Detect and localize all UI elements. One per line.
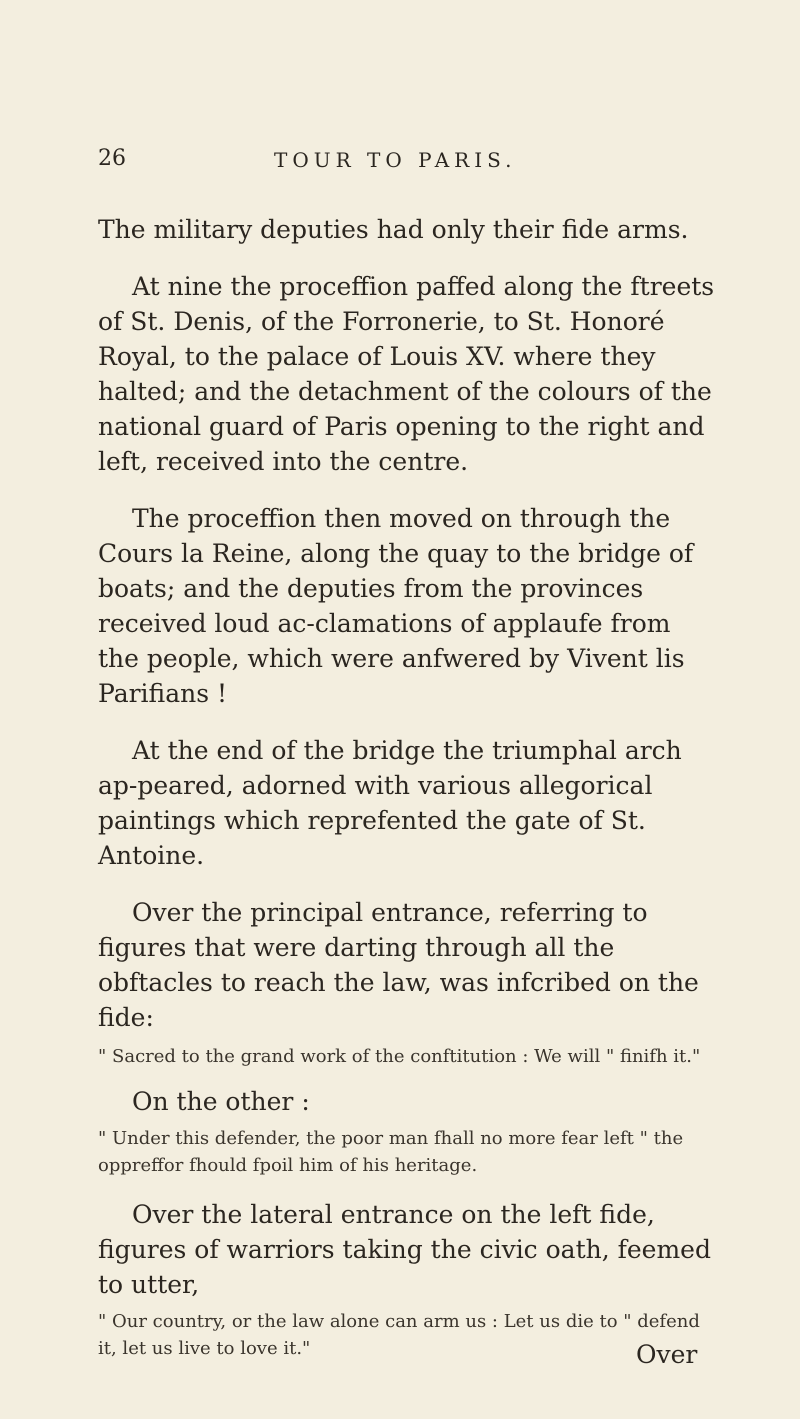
catchword: Over bbox=[636, 1340, 698, 1369]
paragraph: The proceffion then moved on through the Cours la Reine, along the quay to the bridge of boats; and the deputies from the provinces received loud ac-clamations of applaufe from the people, which were anfwered by Vivent lis Parifians ! bbox=[98, 504, 694, 708]
paragraph: At nine the proceffion paffed along the ftreets of St. Denis, of the Forronerie, to St. Honoré Royal, to the palace of Louis XV. where they halted; and the detachment of the colours of the national guard of Paris opening to the right and left, received into the centre. bbox=[98, 272, 715, 476]
paragraph: Over the lateral entrance on the left fide, figures of warriors taking the civic oath, feemed to utter, bbox=[98, 1200, 711, 1299]
running-title: TOUR TO PARIS. bbox=[274, 148, 517, 172]
page-body bbox=[98, 186, 718, 1362]
inscription-quote: " Under this defender, the poor man fhall no more fear left " the oppreffor fhould fpoil him of his heritage. bbox=[98, 1128, 684, 1176]
paragraph: On the other : bbox=[132, 1087, 310, 1116]
page-number: 26 bbox=[98, 146, 126, 171]
page-header bbox=[98, 146, 718, 186]
inscription-quote: " Our country, or the law alone can arm us : Let us die to " defend it, let us live to love it." bbox=[98, 1311, 700, 1359]
paragraph: At the end of the bridge the triumphal arch ap-peared, adorned with various allegorical paintings which reprefented the gate of St. Antoine. bbox=[98, 736, 682, 870]
inscription-quote: " Sacred to the grand work of the conftitution : We will " finifh it." bbox=[98, 1046, 701, 1067]
paragraph: Over the principal entrance, referring to figures that were darting through all the obftacles to reach the law, was infcribed on the fide: bbox=[98, 898, 699, 1032]
paragraph: The military deputies had only their fide arms. bbox=[98, 215, 689, 244]
